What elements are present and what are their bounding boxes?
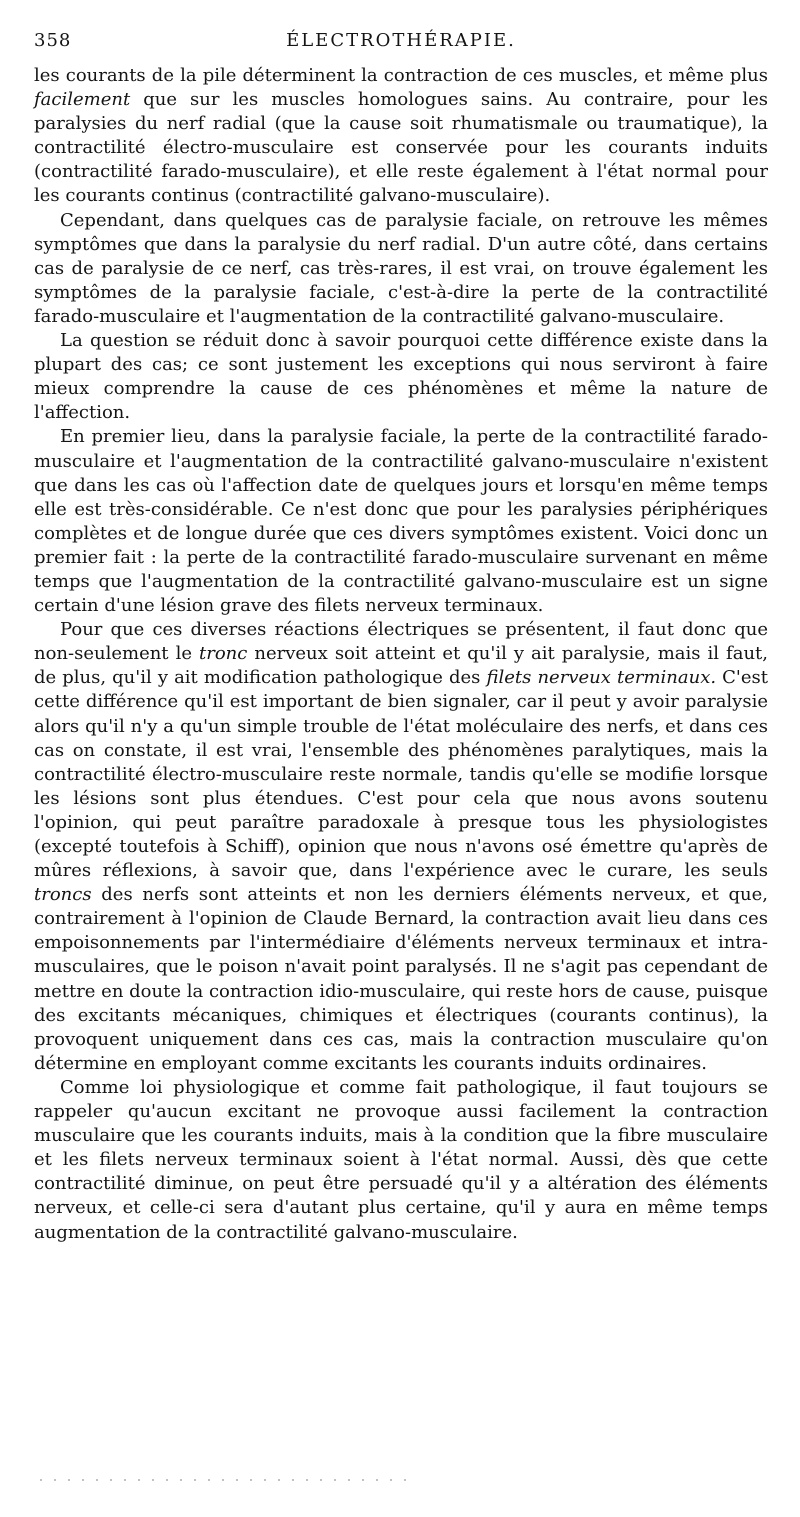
text-span: que sur les muscles homologues sains. Au contraire, pour les paralysies du nerf radial (que la cause soit rhumatismale ou traumatique), la contractilité électro-musculaire est conservée pour les courants induits (contractilité farado-musculaire), et elle reste également à l'état normal pour les courants continus (contractilité galvano-musculaire). bbox=[34, 89, 768, 207]
italic-text: tronc bbox=[199, 643, 248, 665]
italic-text: facilement bbox=[34, 89, 131, 111]
text-span: des nerfs sont atteints et non les derniers éléments nerveux, et que, contrairement à l'opinion de Claude Bernard, la contraction avait lieu dans ces empoisonnements par l'intermédiaire d'éléments nerveux terminaux et intra-musculaires, que le poison n'avait point paralysés. Il ne s'agit pas cependant de mettre en doute la contraction idio-musculaire, qui reste hors de cause, puisque des excitants mécaniques, chimiques et électriques (courants continus), la provoquent uniquement dans ces cas, mais la contraction musculaire qu'on détermine en employant comme excitants les courants induits ordinaires. bbox=[34, 884, 768, 1074]
paragraph-1 bbox=[34, 64, 768, 209]
book-page bbox=[34, 30, 768, 1245]
running-title: ÉLECTROTHÉRAPIE. bbox=[286, 30, 516, 51]
text-span: Cependant, dans quelques cas de paralysie faciale, on retrouve les mêmes symptômes que dans la paralysie du nerf radial. D'un autre côté, dans certains cas de paralysie de ce nerf, cas très-rares, il est vrai, on trouve également les symptômes de la paralysie faciale, c'est-à-dire la perte de la contractilité farado-musculaire et l'augmentation de la contractilité galvano-musculaire. bbox=[34, 209, 768, 327]
italic-text: troncs bbox=[34, 884, 92, 906]
text-span: nerveux soit atteint et qu'il y ait paralysie, mais il faut, de plus, qu'il y ait modification pathologique des bbox=[34, 643, 768, 689]
page-header bbox=[34, 30, 768, 64]
paragraph-2 bbox=[34, 209, 768, 329]
paragraph-6 bbox=[34, 1076, 768, 1245]
paragraph-3 bbox=[34, 329, 768, 425]
text-span: En premier lieu, dans la paralysie faciale, la perte de la contractilité farado-musculaire et l'augmentation de la contractilité galvano-musculaire n'existent que dans les cas où l'affection date de quelques jours et lorsqu'en même temps elle est très-considérable. Ce n'est donc que pour les paralysies périphériques complètes et de longue durée que ces divers symptômes existent. Voici donc un premier fait : la perte de la contractilité farado-musculaire survenant en même temps que l'augmentation de la contractilité galvano-musculaire est un signe certain d'une lésion grave des filets nerveux terminaux. bbox=[34, 426, 768, 617]
paragraph-5 bbox=[34, 618, 768, 1076]
paragraph-4 bbox=[34, 425, 768, 618]
body-text bbox=[34, 64, 768, 1245]
page-number: 358 bbox=[34, 30, 72, 51]
text-span: Pour que ces diverses réactions électriques se présentent, il faut donc que non-seulement le bbox=[34, 619, 768, 665]
italic-text: filets nerveux terminaux. bbox=[486, 667, 717, 689]
print-artifact-dots bbox=[34, 1478, 414, 1482]
text-span: Comme loi physiologique et comme fait pathologique, il faut toujours se rappeler qu'aucun excitant ne provoque aussi facilement la contraction musculaire que les courants induits, mais à la condition que la fibre musculaire et les filets nerveux terminaux soient à l'état normal. Aussi, dès que cette contractilité diminue, on peut être persuadé qu'il y a altération des éléments nerveux, et celle-ci sera d'autant plus certaine, qu'il y aura en même temps augmentation de la contractilité galvano-musculaire. bbox=[34, 1076, 768, 1243]
text-span: les courants de la pile déterminent la contraction de ces muscles, et même plus bbox=[34, 65, 768, 86]
text-span: C'est cette différence qu'il est important de bien signaler, car il peut y avoir paralysie alors qu'il n'y a qu'un simple trouble de l'état moléculaire des nerfs, et dans ces cas on constate, il est vrai, l'ensemble des phénomènes paralytiques, mais la contractilité électro-musculaire reste normale, tandis qu'elle se modifie lorsque les lésions sont plus étendues. C'est pour cela que nous avons soutenu l'opinion, qui peut paraître paradoxale à presque tous les physiologistes (excepté toutefois à Schiff), opinion que nous n'avons osé émettre qu'après de mûres réflexions, à savoir que, dans l'expérience avec le curare, les seuls bbox=[34, 667, 769, 882]
text-span: La question se réduit donc à savoir pourquoi cette différence existe dans la plupart des cas; ce sont justement les exceptions qui nous serviront à faire mieux comprendre la cause de ces phénomènes et même la nature de l'affection. bbox=[34, 330, 768, 424]
